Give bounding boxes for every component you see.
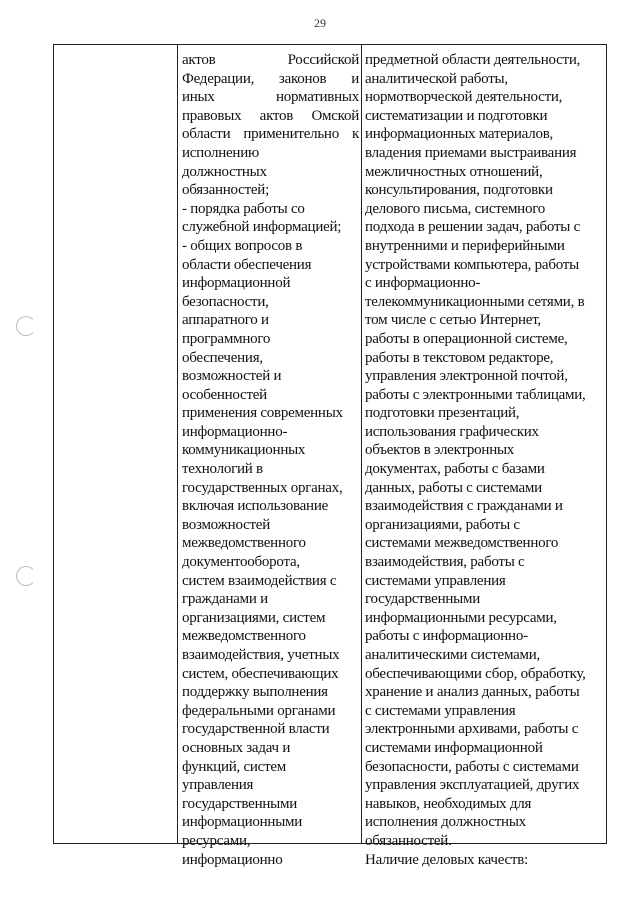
text-line: гражданами и bbox=[182, 591, 268, 608]
text-line: межведомственного bbox=[182, 628, 306, 645]
text-line: информационными bbox=[182, 814, 303, 831]
text-line: возможностей и bbox=[182, 368, 282, 385]
text-line: устройствами компьютера, работы bbox=[365, 256, 579, 273]
text-line: - порядка работы со bbox=[182, 200, 305, 217]
table-column-knowledge bbox=[178, 45, 362, 868]
text-line: документооборота, bbox=[182, 554, 300, 571]
text-line: обеспечивающими сбор, обработку, bbox=[365, 665, 586, 682]
text-line: объектов в электронных bbox=[365, 442, 515, 459]
text-line: служебной информацией; bbox=[182, 219, 342, 236]
text-line: электронными архивами, работы с bbox=[365, 721, 579, 738]
text-line: документах, работы с базами bbox=[365, 461, 545, 478]
text-line: межличностных отношений, bbox=[365, 163, 543, 180]
text-line: применения современных bbox=[182, 405, 343, 422]
text-line: обязанностей; bbox=[182, 182, 269, 199]
text-line: обеспечения, bbox=[182, 349, 263, 366]
text-line: области применительно к bbox=[182, 126, 359, 143]
text-line: включая использование bbox=[182, 498, 329, 515]
text-line: государственной власти bbox=[182, 721, 330, 738]
text-line: аналитической работы, bbox=[365, 70, 508, 87]
text-line: функций, систем bbox=[182, 758, 287, 775]
text-line: ресурсами, bbox=[182, 832, 251, 849]
text-line: иных нормативных bbox=[182, 89, 359, 106]
text-line: с информационно- bbox=[365, 275, 481, 292]
text-line: должностных bbox=[182, 163, 267, 180]
text-line: безопасности, bbox=[182, 293, 269, 310]
text-line: безопасности, работы с системами bbox=[365, 758, 579, 775]
text-line: навыков, необходимых для bbox=[365, 795, 532, 812]
text-line: программного bbox=[182, 330, 271, 347]
text-line: системами информационной bbox=[365, 739, 543, 756]
text-line: информационно bbox=[182, 851, 283, 868]
text-line: систем, обеспечивающих bbox=[182, 665, 339, 682]
text-line: том числе с сетью Интернет, bbox=[365, 312, 541, 329]
text-line: систем взаимодействия с bbox=[182, 572, 337, 589]
page-number: 29 bbox=[314, 16, 326, 30]
text-line: технологий в bbox=[182, 461, 263, 478]
text-line: системами межведомственного bbox=[365, 535, 559, 552]
text-line: аппаратного и bbox=[182, 312, 269, 329]
text-line: исполнению bbox=[182, 144, 259, 161]
text-line: обязанностей. bbox=[365, 832, 452, 849]
text-line: Федерации, законов и bbox=[182, 70, 359, 87]
text-line: межведомственного bbox=[182, 535, 306, 552]
text-line: подхода в решении задач, работы с bbox=[365, 219, 580, 236]
text-line: хранение и анализ данных, работы bbox=[365, 684, 580, 701]
text-line: работы в текстовом редакторе, bbox=[365, 349, 554, 366]
text-line: подготовки презентаций, bbox=[365, 405, 520, 422]
text-line: управления эксплуатацией, других bbox=[365, 777, 580, 794]
text-line: нормотворческой деятельности, bbox=[365, 89, 563, 106]
text-line: управления bbox=[182, 777, 254, 794]
text-line: информационной bbox=[182, 275, 291, 292]
table-column-skills bbox=[362, 45, 606, 868]
text-line: работы с электронными таблицами, bbox=[365, 386, 586, 403]
text-line: - общих вопросов в bbox=[182, 237, 303, 254]
text-line: консультирования, подготовки bbox=[365, 182, 553, 199]
text-line: основных задач и bbox=[182, 739, 291, 756]
text-line: информационно- bbox=[182, 423, 288, 440]
text-line: работы с информационно- bbox=[365, 628, 528, 645]
text-line: работы в операционной системе, bbox=[365, 330, 568, 347]
text-line: делового письма, системного bbox=[365, 200, 545, 217]
text-line: организациями, систем bbox=[182, 609, 326, 626]
requirements-table bbox=[53, 44, 607, 868]
table-column-empty bbox=[54, 45, 178, 843]
text-line: исполнения должностных bbox=[365, 814, 526, 831]
text-line: актов Российской bbox=[182, 52, 359, 68]
text-line: поддержку выполнения bbox=[182, 684, 328, 701]
text-line: организациями, работы с bbox=[365, 516, 520, 533]
text-line: предметной области деятельности, bbox=[365, 52, 581, 68]
knowledge-cell-text bbox=[178, 45, 361, 869]
text-line: возможностей bbox=[182, 516, 270, 533]
text-line: области обеспечения bbox=[182, 256, 312, 273]
text-line: данных, работы с системами bbox=[365, 479, 542, 496]
skills-cell-text bbox=[362, 45, 606, 869]
text-line: системами управления bbox=[365, 572, 506, 589]
text-line: с системами управления bbox=[365, 702, 516, 719]
text-line: особенностей bbox=[182, 386, 267, 403]
text-line: использования графических bbox=[365, 423, 539, 440]
text-line: коммуникационных bbox=[182, 442, 306, 459]
text-line: государственными bbox=[365, 591, 480, 608]
text-line: аналитическими системами, bbox=[365, 647, 541, 663]
text-line: информационных материалов, bbox=[365, 126, 554, 143]
text-line: правовых актов Омской bbox=[182, 107, 359, 124]
text-line: Наличие деловых качеств: bbox=[365, 851, 528, 868]
text-line: федеральными органами bbox=[182, 702, 336, 719]
text-line: взаимодействия с гражданами и bbox=[365, 498, 563, 515]
text-line: владения приемами выстраивания bbox=[365, 144, 577, 161]
text-line: внутренними и периферийными bbox=[365, 237, 565, 254]
punch-hole-mark bbox=[16, 316, 36, 336]
text-line: государственными bbox=[182, 795, 297, 812]
punch-hole-mark bbox=[16, 566, 36, 586]
text-line: взаимодействия, работы с bbox=[365, 554, 525, 571]
text-line: информационными ресурсами, bbox=[365, 609, 557, 626]
text-line: управления электронной почтой, bbox=[365, 368, 568, 385]
text-line: телекоммуникационными сетями, в bbox=[365, 293, 585, 310]
text-line: взаимодействия, учетных bbox=[182, 647, 340, 663]
text-line: систематизации и подготовки bbox=[365, 107, 548, 124]
text-line: государственных органах, bbox=[182, 479, 343, 496]
